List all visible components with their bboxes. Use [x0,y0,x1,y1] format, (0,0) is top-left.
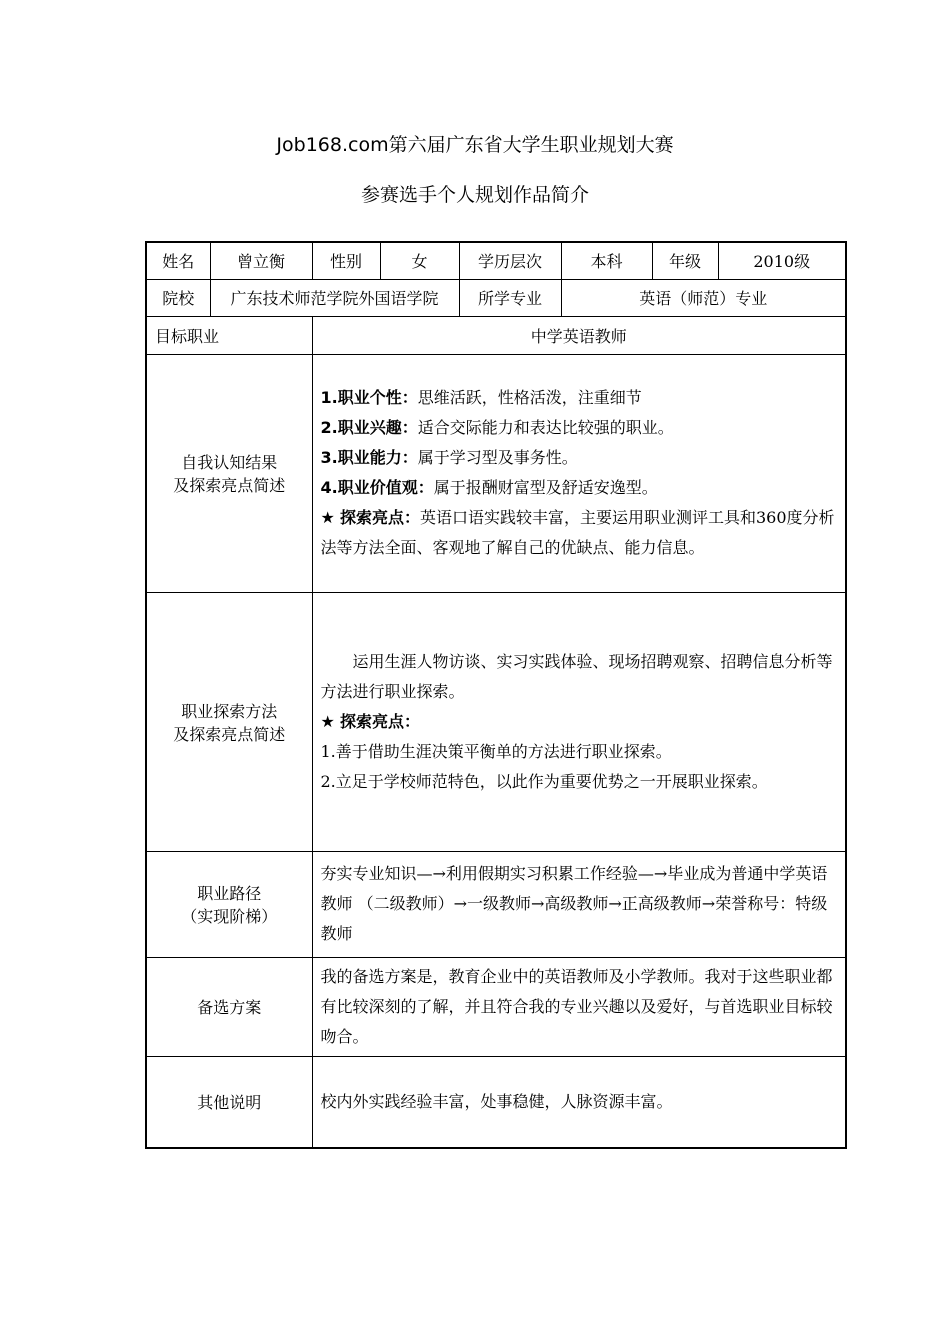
self-content [312,354,846,592]
self-item-1: 1.职业个性：思维活跃，性格活泼，注重细节 [320,388,642,407]
gender-label: 性别 [312,242,380,279]
document-subtitle: 参赛选手个人规划作品简介 [360,184,589,206]
major-value: 英语（师范）专业 [561,279,846,316]
education-value: 本科 [561,242,652,279]
gender-value: 女 [380,242,459,279]
other-content: 校内外实践经验丰富，处事稳健，人脉资源丰富。 [312,1056,846,1148]
explore-row [146,592,846,851]
self-item-4: 4.职业价值观：属于报酬财富型及舒适安逸型。 [320,478,658,497]
school-label: 院校 [146,279,210,316]
profile-table [145,241,847,1149]
alternative-label: 备选方案 [146,957,312,1056]
explore-label [146,592,312,851]
path-label-line1: 职业路径 [197,884,262,903]
path-label-line2: （实现阶梯） [181,907,278,926]
path-row [146,851,846,957]
star-icon: ★ [320,711,335,731]
self-item-2: 2.职业兴趣：适合交际能力和表达比较强的职业。 [320,418,674,437]
target-label: 目标职业 [146,316,312,354]
self-label [146,354,312,592]
self-label-line2: 及探索亮点简述 [173,476,286,495]
self-highlight: ★ 探索亮点：英语口语实践较丰富，主要运用职业测评工具和360度分析法等方法全面、客观地了解自己的优缺点、能力信息。 [320,508,835,557]
explore-label-line2: 及探索亮点简述 [173,724,286,744]
name-value: 曾立衡 [210,242,312,279]
explore-intro: 运用生涯人物访谈、实习实践体验、现场招聘观察、招聘信息分析等方法进行职业探索。 [320,651,833,701]
major-label: 所学专业 [459,279,561,316]
alternative-row [146,957,846,1056]
name-label: 姓名 [146,242,210,279]
self-label-line1: 自我认知结果 [181,453,278,472]
education-label: 学历层次 [459,242,561,279]
target-value: 中学英语教师 [312,316,846,354]
path-label [146,851,312,957]
explore-content [312,592,846,851]
explore-point-2: 2.立足于学校师范特色，以此作为重要优势之一开展职业探索。 [320,771,768,791]
self-item-3: 3.职业能力：属于学习型及事务性。 [320,448,578,467]
explore-point-1: 1.善于借助生涯决策平衡单的方法进行职业探索。 [320,741,672,761]
document-title: Job168.com第六届广东省大学生职业规划大赛 [276,134,674,156]
target-row [146,316,846,354]
grade-value: 2010级 [718,242,846,279]
other-row [146,1056,846,1148]
school-value: 广东技术师范学院外国语学院 [210,279,459,316]
alternative-content: 我的备选方案是，教育企业中的英语教师及小学教师。我对于这些职业都有比较深刻的了解，并且符合我的专业兴趣以及爱好，与首选职业目标较吻合。 [312,957,846,1056]
path-content: 夯实专业知识—→利用假期实习积累工作经验—→毕业成为普通中学英语教师 （二级教师）→一级教师→高级教师→正高级教师→荣誉称号：特级教师 [312,851,846,957]
self-row [146,354,846,592]
star-icon: ★ [320,508,335,527]
grade-label: 年级 [652,242,718,279]
explore-highlight: ★ 探索亮点： [320,711,420,731]
explore-label-line1: 职业探索方法 [181,701,278,721]
other-label: 其他说明 [146,1056,312,1148]
info-row-2 [146,279,846,316]
info-row-1 [146,242,846,279]
